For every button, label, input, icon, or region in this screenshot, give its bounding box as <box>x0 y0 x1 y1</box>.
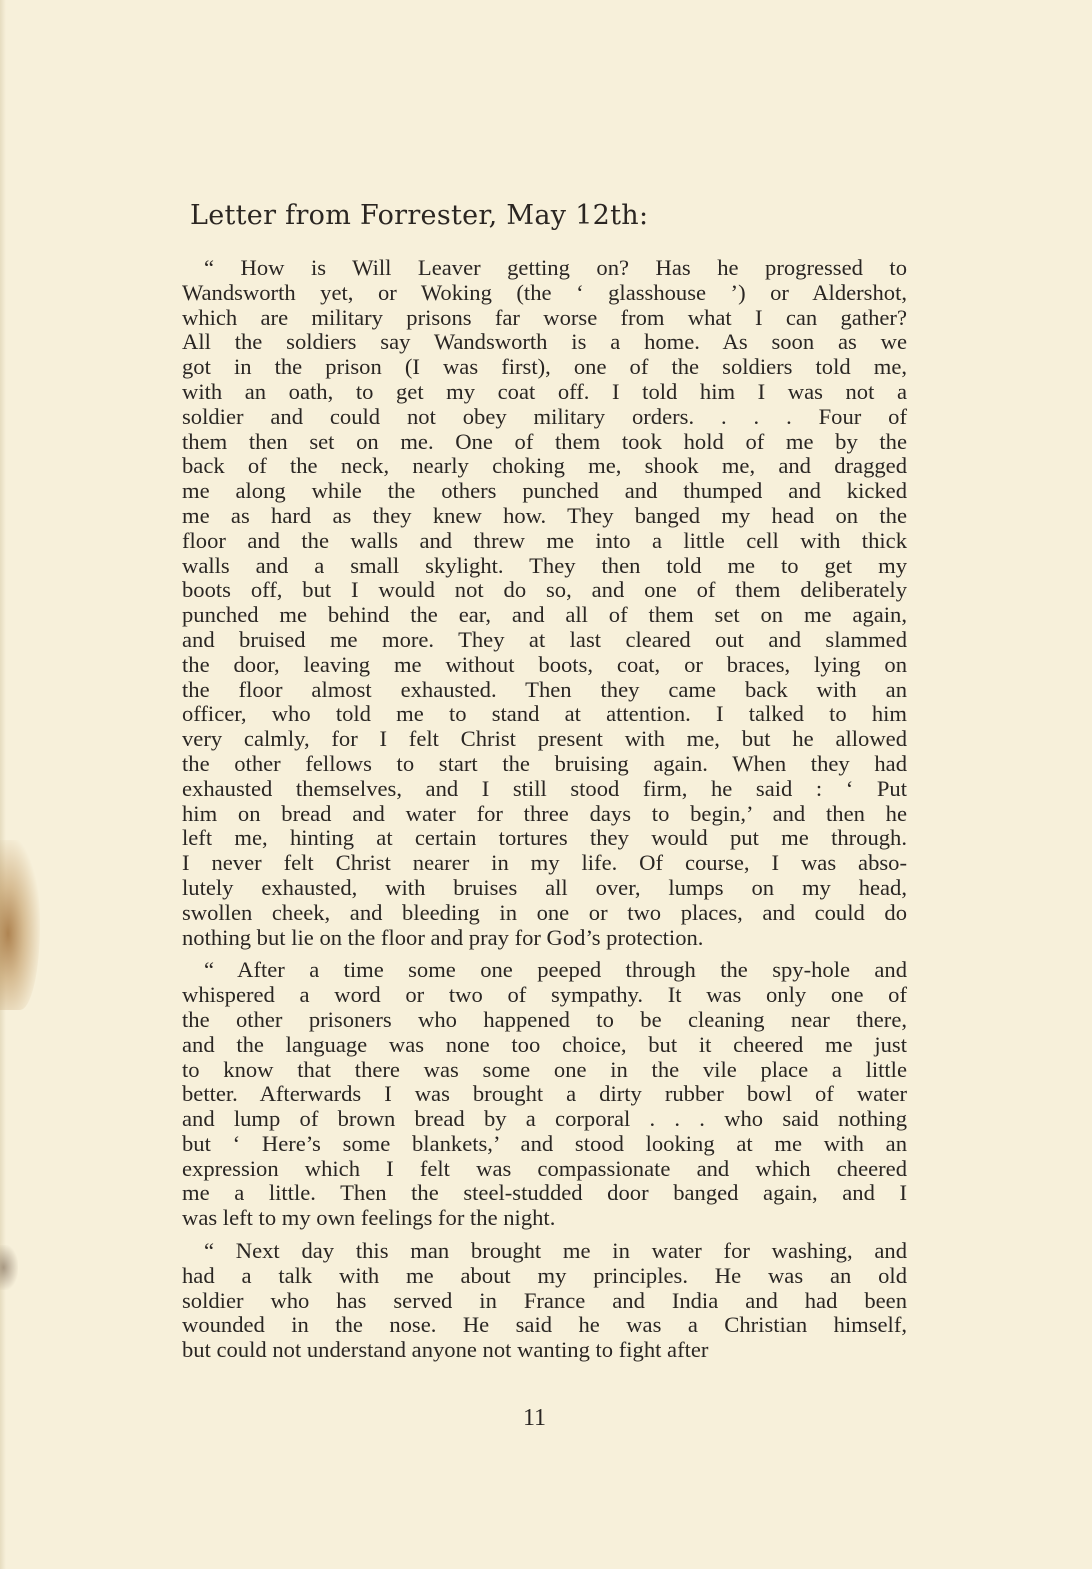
paragraph <box>182 256 907 950</box>
text-line: floor and the walls and threw me into a little cell with thick <box>182 527 907 553</box>
text-line: him on bread and water for three days to begin,’ and then he <box>182 800 907 826</box>
text-line: better. Afterwards I was brought a dirty rubber bowl of water <box>182 1081 907 1107</box>
text-line: “ Next day this man brought me in water for washing, and <box>204 1238 907 1264</box>
text-line: me as hard as they knew how. They banged my head on the <box>182 502 907 528</box>
text-line: very calmly, for I felt Christ present with me, but he allowed <box>182 726 907 752</box>
text-line: swollen cheek, and bleeding in one or two places, and could do <box>182 899 907 925</box>
text-line: and the language was none too choice, but it cheered me just <box>182 1031 907 1057</box>
text-line: lutely exhausted, with bruises all over, lumps on my head, <box>182 874 907 900</box>
paragraph <box>182 1239 907 1363</box>
page-number: 11 <box>522 1405 547 1431</box>
text-line: expression which I felt was compassionate and which cheered <box>182 1155 907 1181</box>
text-line: and lump of brown bread by a corporal . . . who said nothing <box>182 1106 907 1132</box>
text-line: the other prisoners who happened to be cleaning near there, <box>182 1006 907 1032</box>
text-line: me a little. Then the steel-studded door banged again, and I <box>182 1180 907 1206</box>
binding-stain <box>0 840 40 1010</box>
text-line: soldier who has served in France and India and had been <box>182 1287 907 1313</box>
text-line: wounded in the nose. He said he was a Christian himself, <box>182 1312 907 1338</box>
letter-heading: Letter from Forrester, May 12th: <box>190 200 649 231</box>
text-line: Wandsworth yet, or Woking (the ‘ glasshouse ’) or Aldershot, <box>182 279 907 305</box>
paragraph <box>182 958 907 1231</box>
text-line: was left to my own feelings for the night. <box>182 1205 556 1231</box>
text-line: whispered a word or two of sympathy. It was only one of <box>182 982 907 1008</box>
text-line: me along while the others punched and thumped and kicked <box>182 478 907 504</box>
text-line: soldier and could not obey military orders. . . . Four of <box>182 403 907 429</box>
text-line: with an oath, to get my coat off. I told him I was not a <box>182 378 907 404</box>
text-line: them then set on me. One of them took hold of me by the <box>182 428 907 454</box>
text-line: nothing but lie on the floor and pray for God’s protection. <box>182 924 704 950</box>
text-line: the other fellows to start the bruising again. When they had <box>182 750 907 776</box>
text-line: left me, hinting at certain tortures they would put me through. <box>182 825 907 851</box>
text-line: boots off, but I would not do so, and one of them deliberately <box>182 577 907 603</box>
text-line: “ How is Will Leaver getting on? Has he progressed to <box>204 255 907 280</box>
text-line: back of the neck, nearly choking me, shook me, and dragged <box>182 453 907 479</box>
text-line: I never felt Christ nearer in my life. Of course, I was abso- <box>182 850 907 876</box>
text-line: and bruised me more. They at last cleared out and slammed <box>182 626 907 652</box>
page-edge <box>0 0 6 1569</box>
text-line: the floor almost exhausted. Then they came back with an <box>182 676 907 702</box>
text-line: which are military prisons far worse from what I can gather? <box>182 304 907 330</box>
text-line: the door, leaving me without boots, coat, or braces, lying on <box>182 651 907 677</box>
text-line: All the soldiers say Wandsworth is a home. As soon as we <box>182 329 907 355</box>
text-line: to know that there was some one in the vile place a little <box>182 1056 907 1082</box>
text-line: had a talk with me about my principles. He was an old <box>182 1262 907 1288</box>
text-line: walls and a small skylight. They then told me to get my <box>182 552 907 578</box>
text-line: punched me behind the ear, and all of them set on me again, <box>182 602 907 628</box>
text-line: exhausted themselves, and I still stood firm, he said : ‘ Put <box>182 775 907 801</box>
binding-mark <box>0 1245 18 1290</box>
letter-body <box>182 256 907 1363</box>
text-line: “ After a time some one peeped through the spy-hole and <box>204 957 907 983</box>
text-line: but ‘ Here’s some blankets,’ and stood looking at me with an <box>182 1130 907 1156</box>
text-line: got in the prison (I was first), one of the soldiers told me, <box>182 354 907 380</box>
text-line: but could not understand anyone not wanting to fight after <box>182 1337 709 1363</box>
text-line: officer, who told me to stand at attention. I talked to him <box>182 701 907 727</box>
